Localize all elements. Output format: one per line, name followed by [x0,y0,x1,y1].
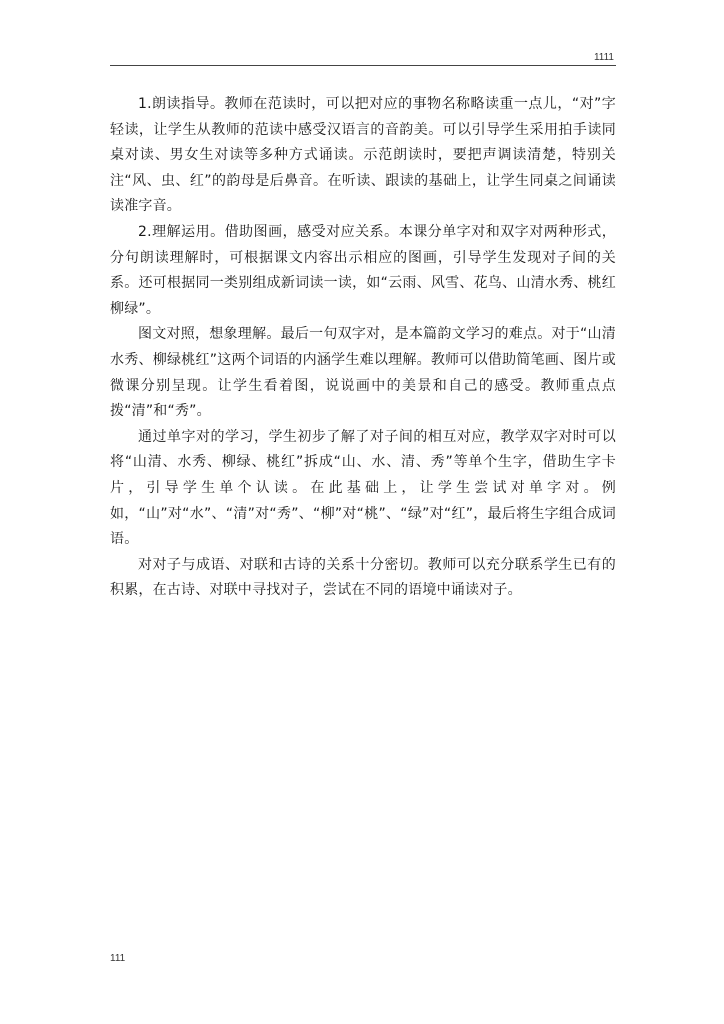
paragraph-understanding-application: 2.理解运用。借助图画，感受对应关系。本课分单字对和双字对两种形式，分句朗读理解时，可根据课文内容出示相应的图画，引导学生发现对子间的关系。还可根据同一类别组成新词读一读，如“云雨、风雪、花鸟、山清水秀、桃红柳绿”。 [110,223,616,317]
body-text [110,92,616,604]
paragraph-reading-guidance: 1.朗读指导。教师在范读时，可以把对应的事物名称略读重一点儿，“对”字轻读，让学生从教师的范读中感受汉语言的音韵美。可以引导学生采用拍手读同桌对读、男女生对读等多种方式诵读。示范朗读时，要把声调读清楚，特别关注“风、虫、红”的韵母是后鼻音。在听读、跟读的基础上，让学生同桌之间诵读读准字音。 [110,96,616,215]
header-page-number: 1111 [593,52,614,63]
footer-page-number: 111 [110,953,126,964]
header-rule [110,65,616,66]
paragraph-couplets-and-poems: 对对子与成语、对联和古诗的关系十分密切。教师可以充分联系学生已有的积累，在古诗、对联中寻找对子，尝试在不同的语境中诵读对子。 [110,556,616,599]
paragraph-single-character-pairs: 通过单字对的学习，学生初步了解了对子间的相互对应，教学双字对时可以将“山清、水秀、柳绿、桃红”拆成“山、水、清、秀”等单个生字，借助生字卡片，引导学生单个认读。在此基础上，让学生尝试对单字对。例如，“山”对“水”、“清”对“秀”、“柳”对“桃”、“绿”对“红”，最后将生字组合成词语。 [110,428,616,548]
paragraph-picture-text-comparison: 图文对照，想象理解。最后一句双字对，是本篇韵文学习的难点。对于“山清水秀、柳绿桃红”这两个词语的内涵学生难以理解。教师可以借助简笔画、图片或微课分别呈现。让学生看着图，说说画中的美景和自己的感受。教师重点点拨“清”和“秀”。 [110,326,616,420]
